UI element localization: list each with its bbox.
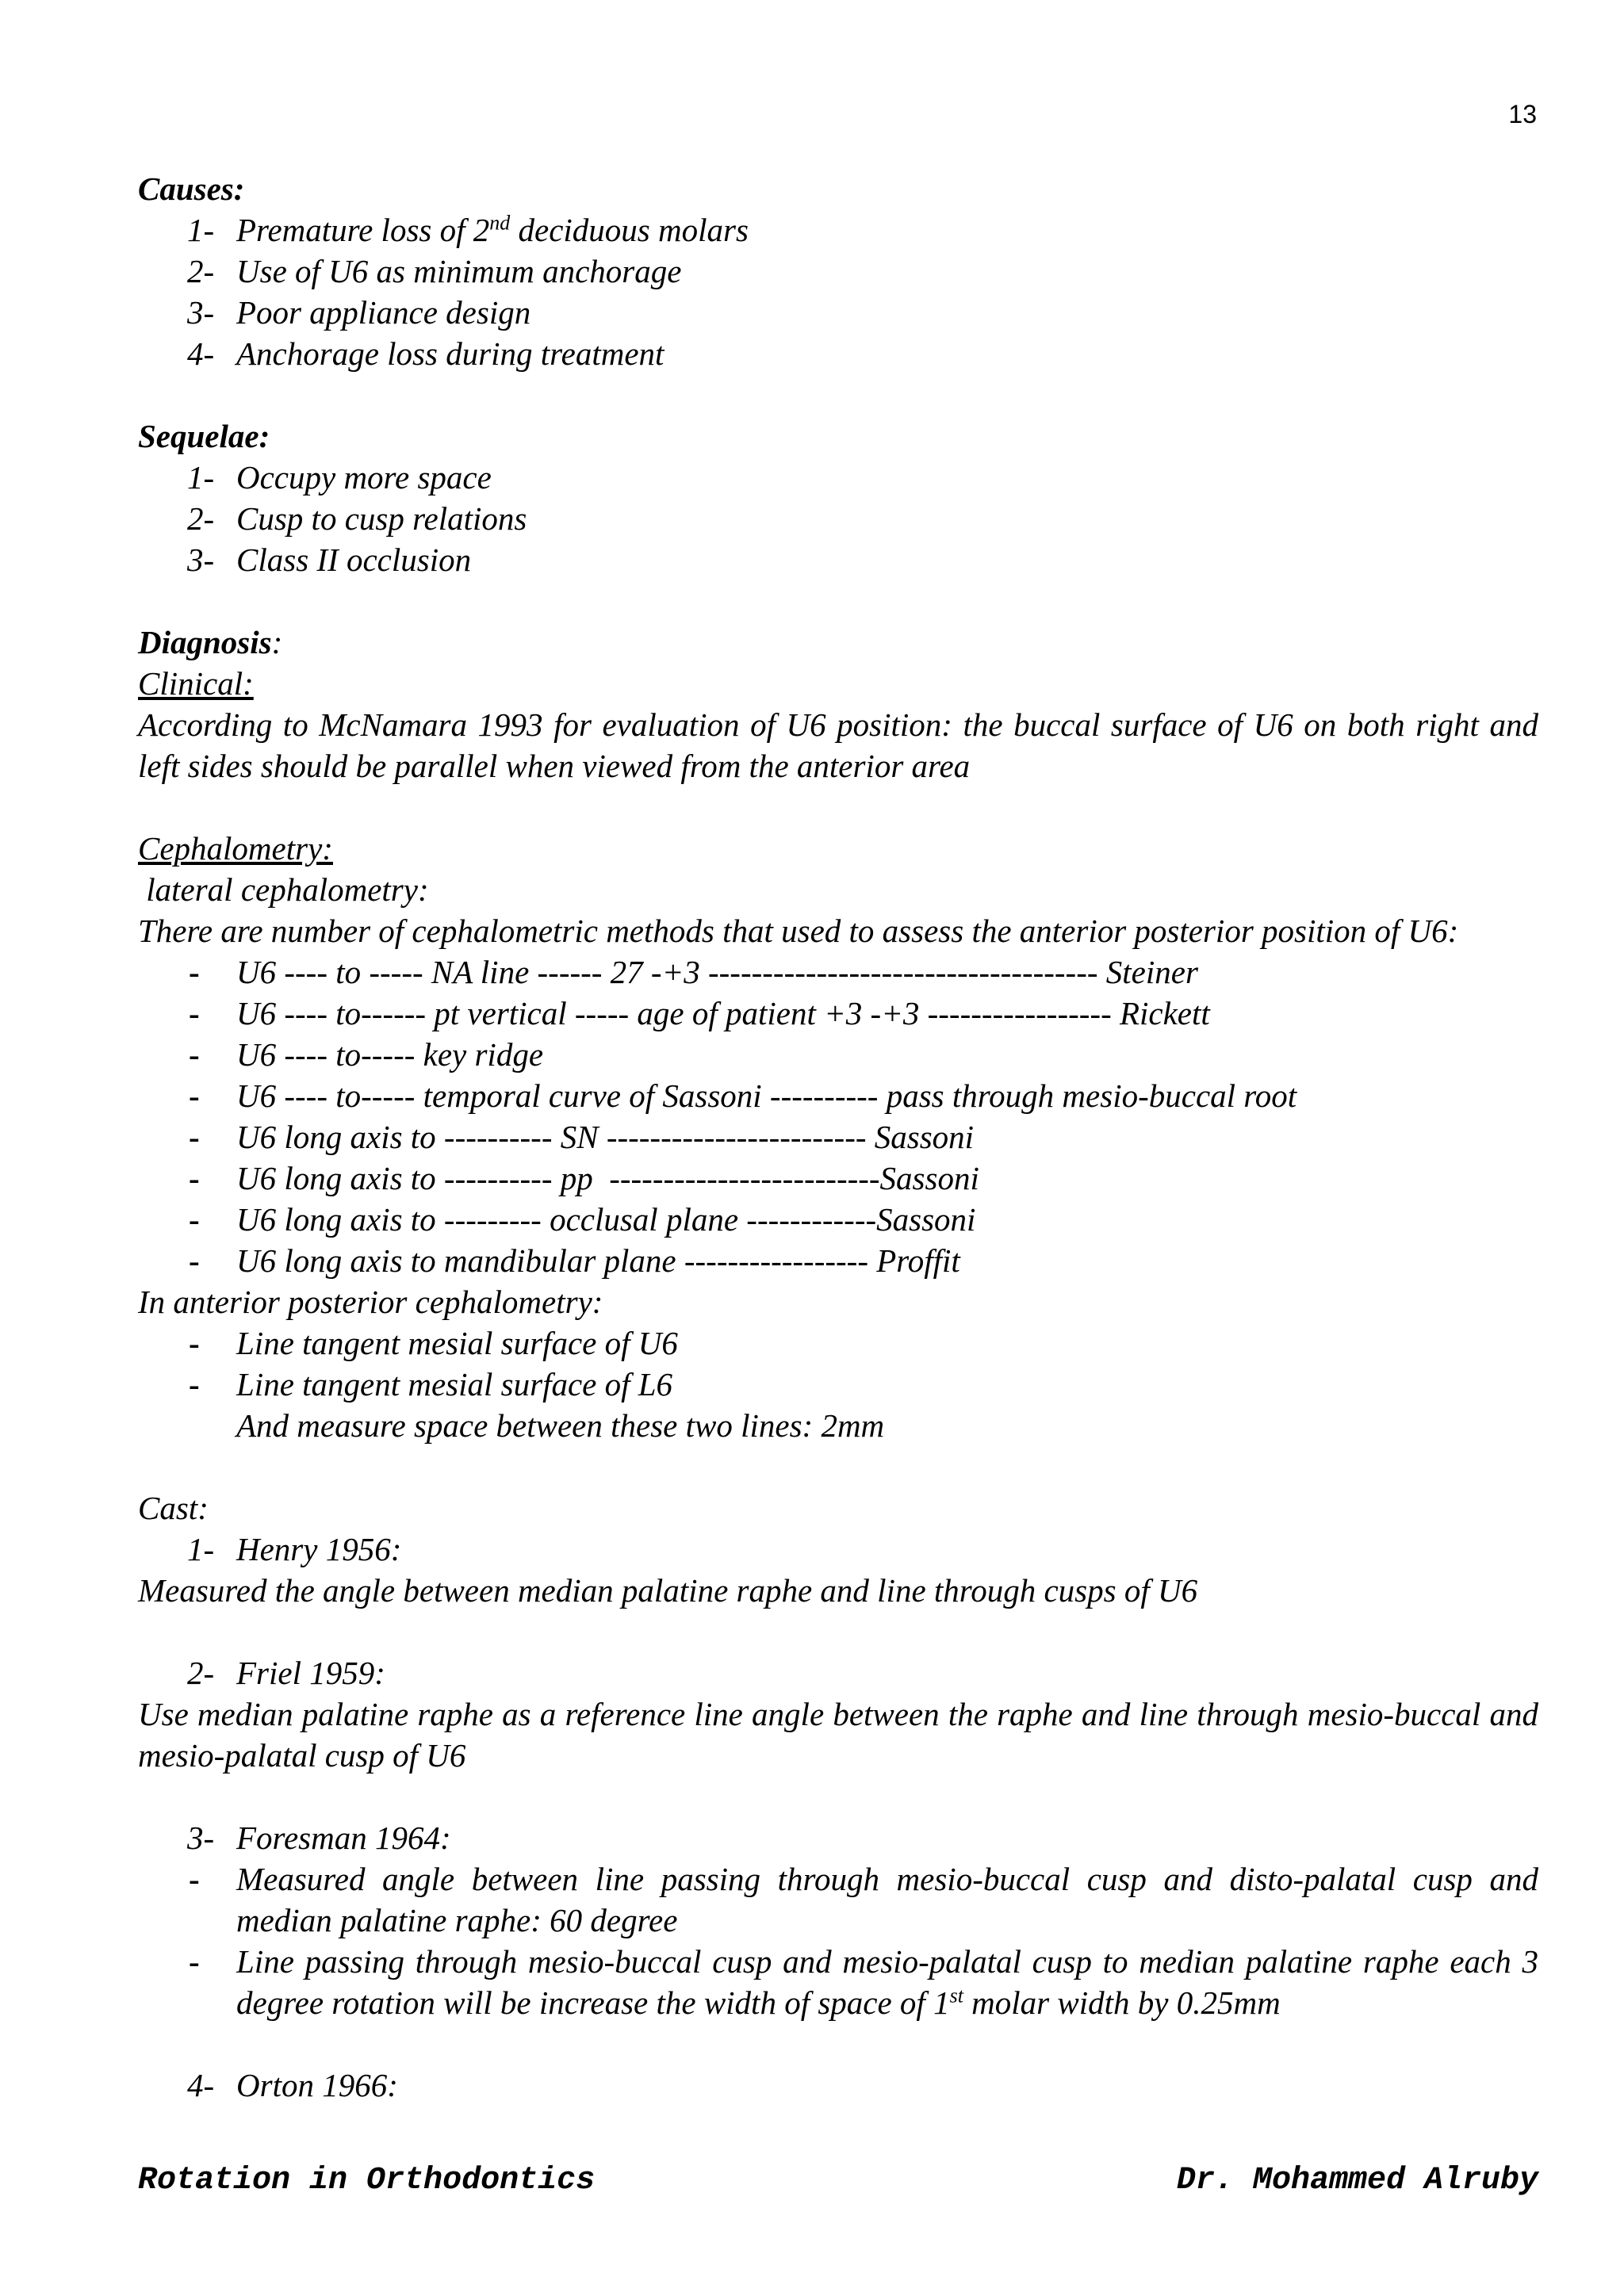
list-text: deciduous molars (510, 212, 749, 248)
list-text: Friel 1959: (236, 1655, 385, 1691)
causes-list (138, 209, 1538, 374)
list-item (138, 1941, 1538, 2023)
friel-paragraph: Use median palatine raphe as a reference line angle between the raphe and line through mesio-buccal and mesio-palatal cusp of U6 (138, 1696, 1538, 1774)
list-text: U6 long axis to ---------- SN ------------------------ Sassoni (236, 1119, 975, 1155)
list-item (138, 2064, 1538, 2106)
list-item (138, 1034, 1538, 1075)
footer-title: Rotation in Orthodontics (138, 2163, 596, 2198)
list-text: Cusp to cusp relations (236, 500, 527, 537)
list-text: Measured angle between line passing through mesio-buccal cusp and disto-palatal cusp and median palatine raphe: 60 degree (236, 1861, 1538, 1938)
list-item (138, 1116, 1538, 1158)
lateral-cephalometry-label: lateral cephalometry: (138, 871, 429, 908)
dash-marker: - (189, 1325, 200, 1361)
diagnosis-title: Diagnosis (138, 624, 272, 660)
dash-marker: - (189, 1036, 200, 1073)
dash-marker: - (189, 1242, 200, 1279)
foresman-list (138, 1858, 1538, 2023)
sequelae-list (138, 457, 1538, 580)
list-number: 4- (187, 335, 215, 372)
page-footer (138, 2163, 1538, 2198)
list-text: Use of U6 as minimum anchorage (236, 253, 682, 289)
list-item (138, 1240, 1538, 1281)
list-number: 1- (187, 1531, 215, 1567)
list-item (138, 498, 1538, 539)
list-text: Poor appliance design (236, 294, 531, 331)
causes-heading: Causes: (138, 170, 245, 207)
list-item (138, 1652, 1538, 1693)
dash-marker: - (189, 1943, 200, 1980)
list-text: Henry 1956: (236, 1531, 402, 1567)
list-number: 2- (187, 253, 215, 289)
list-item (138, 209, 1538, 251)
list-item (138, 333, 1538, 374)
cephalometry-label: Cephalometry: (138, 830, 333, 867)
list-text: Foresman 1964: (236, 1820, 451, 1856)
clinical-paragraph: According to McNamara 1993 for evaluation of U6 position: the buccal surface of U6 on both right and left sides should be parallel when viewed from the anterior area (138, 706, 1538, 784)
list-number: 3- (187, 294, 215, 331)
dash-marker: - (189, 954, 200, 990)
diagnosis-heading (138, 622, 1538, 663)
list-item (138, 1817, 1538, 1858)
sequelae-heading: Sequelae: (138, 418, 270, 454)
list-item (138, 457, 1538, 498)
list-item (138, 292, 1538, 333)
clinical-label: Clinical: (138, 665, 254, 702)
dash-marker: - (189, 1201, 200, 1238)
list-text: U6 long axis to mandibular plane ----------------- Proffit (236, 1242, 960, 1279)
list-text: Line passing through mesio-buccal cusp and mesio-palatal cusp to median palatine raphe each 3 degree rotation will be increase the width of space of 1 (236, 1943, 1538, 2021)
dash-marker: - (189, 1160, 200, 1196)
foresman-item (138, 1817, 1538, 1858)
list-item (138, 1075, 1538, 1116)
list-number: 2- (187, 1655, 215, 1691)
friel-item (138, 1652, 1538, 1693)
list-item (138, 1158, 1538, 1199)
list-text: Line tangent mesial surface of U6 (236, 1325, 678, 1361)
dash-marker: - (189, 1861, 200, 1897)
list-number: 1- (187, 212, 215, 248)
list-text: Occupy more space (236, 459, 492, 496)
cast-label: Cast: (138, 1490, 209, 1526)
ap-cephalometry-label: In anterior posterior cephalometry: (138, 1284, 603, 1320)
list-text: U6 ---- to----- key ridge (236, 1036, 544, 1073)
superscript: nd (489, 211, 511, 235)
list-text: U6 long axis to ---------- pp -------------------------Sassoni (236, 1160, 979, 1196)
list-text: U6 ---- to------ pt vertical ----- age of patient +3 -+3 ----------------- Rickett (236, 995, 1210, 1031)
diagnosis-colon: : (271, 624, 283, 660)
ap-methods-list (138, 1322, 1538, 1405)
list-item (138, 1364, 1538, 1405)
list-text: Class II occlusion (236, 541, 472, 578)
list-number: 1- (187, 459, 215, 496)
dash-marker: - (189, 995, 200, 1031)
superscript: st (949, 1984, 963, 2007)
lateral-intro-paragraph: There are number of cephalometric methods that used to assess the anterior posterior position of U6: (138, 913, 1459, 949)
list-text: Premature loss of 2 (236, 212, 490, 248)
list-number: 2- (187, 500, 215, 537)
list-item (138, 1322, 1538, 1364)
dash-marker: - (189, 1077, 200, 1114)
footer-author: Dr. Mohammed Alruby (1176, 2163, 1538, 2198)
list-item (138, 993, 1538, 1034)
list-text: molar width by 0.25mm (963, 1984, 1281, 2021)
list-text: Line tangent mesial surface of L6 (236, 1366, 673, 1402)
list-number: 4- (187, 2067, 215, 2103)
list-text: U6 ---- to ----- NA line ------ 27 -+3 ------------------------------------ Steiner (236, 954, 1198, 990)
list-item (138, 1199, 1538, 1240)
henry-item (138, 1529, 1538, 1570)
list-item (138, 539, 1538, 580)
page-number: 13 (1508, 100, 1537, 128)
dash-marker: - (189, 1366, 200, 1402)
list-number: 3- (187, 541, 215, 578)
list-item (138, 1529, 1538, 1570)
list-item (138, 1858, 1538, 1941)
dash-marker: - (189, 1119, 200, 1155)
list-number: 3- (187, 1820, 215, 1856)
list-text: Orton 1966: (236, 2067, 398, 2103)
ap-note: And measure space between these two lines: 2mm (236, 1407, 885, 1444)
page-content (138, 168, 1538, 2106)
list-item (138, 951, 1538, 993)
list-text: Anchorage loss during treatment (236, 335, 665, 372)
henry-paragraph: Measured the angle between median palatine raphe and line through cusps of U6 (138, 1572, 1198, 1609)
list-text: U6 ---- to----- temporal curve of Sassoni ---------- pass through mesio-buccal root (236, 1077, 1297, 1114)
lateral-methods-list (138, 951, 1538, 1281)
orton-item (138, 2064, 1538, 2106)
list-text: U6 long axis to --------- occlusal plane ------------Sassoni (236, 1201, 976, 1238)
list-item (138, 251, 1538, 292)
